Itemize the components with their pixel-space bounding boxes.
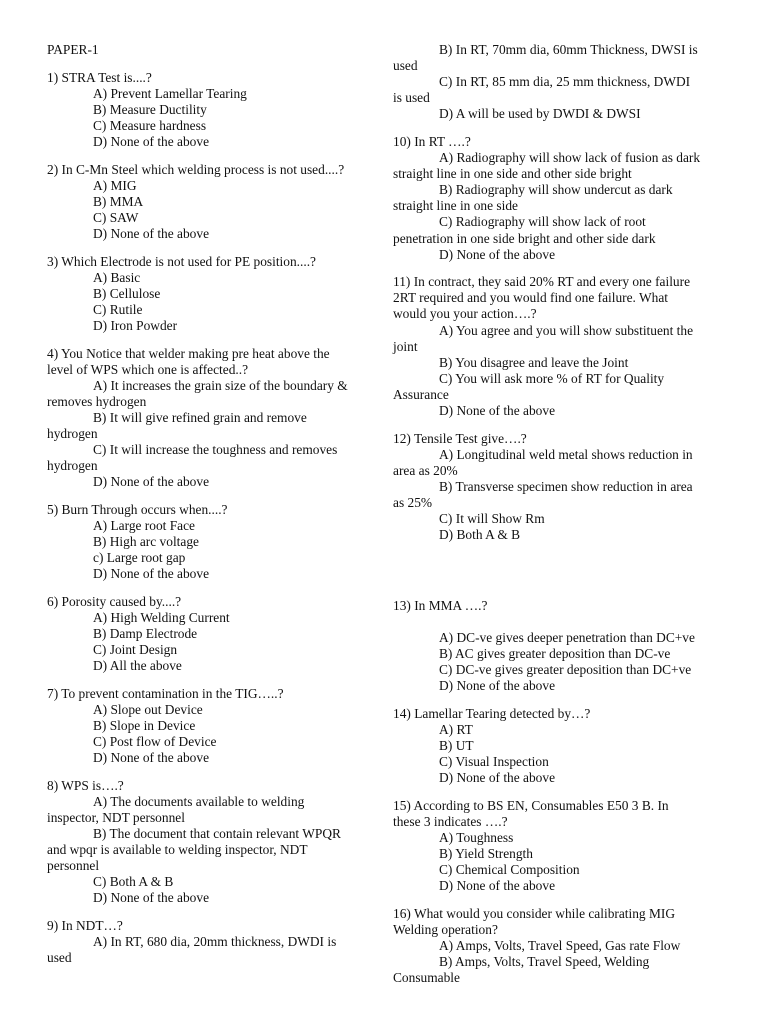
question-text: these 3 indicates ….? (393, 813, 508, 829)
answer-option: B) Transverse specimen show reduction in area (439, 478, 693, 494)
answer-option: A) MIG (93, 177, 137, 193)
answer-option: A) You agree and you will show substituent the (439, 322, 694, 338)
answer-option: straight line in one side and other side bright (393, 166, 632, 182)
answer-option: D) None of the above (93, 474, 210, 490)
answer-option: C) Radiography will show lack of root (439, 214, 646, 230)
answer-option: B) Yield Strength (439, 846, 533, 862)
answer-option: as 25% (393, 494, 433, 510)
answer-option: D) A will be used by DWDI & DWSI (439, 106, 641, 122)
answer-option: A) In RT, 680 dia, 20mm thickness, DWDI is (93, 934, 337, 950)
question-text: 14) Lamellar Tearing detected by…? (393, 705, 591, 721)
question-block (47, 918, 383, 966)
question-text: 15) According to BS EN, Consumables E50 3 B. In (393, 797, 669, 813)
answer-option: inspector, NDT personnel (47, 809, 185, 825)
answer-option: C) Measure hardness (93, 117, 207, 133)
answer-option: A) DC-ve gives deeper penetration than DC+ve (439, 629, 695, 645)
answer-option: D) None of the above (439, 770, 556, 786)
answer-option: A) Basic (93, 269, 141, 285)
answer-option: C) It will Show Rm (439, 511, 545, 527)
answer-option: A) Slope out Device (93, 701, 203, 717)
answer-option: C) DC-ve gives greater deposition than DC+ve (439, 662, 692, 678)
answer-option: hydrogen (47, 458, 98, 474)
answer-option: D) None of the above (93, 750, 210, 766)
question-text: would you your action….? (393, 306, 537, 322)
answer-option: D) None of the above (439, 402, 556, 418)
answer-option: A) RT (439, 721, 473, 737)
answer-option: C) You will ask more % of RT for Quality (439, 370, 665, 386)
answer-option: area as 20% (393, 462, 458, 478)
answer-option: D) None of the above (93, 225, 210, 241)
answer-option: A) Toughness (439, 829, 514, 845)
question-block (47, 686, 383, 766)
answer-option: C) In RT, 85 mm dia, 25 mm thickness, DWDI (439, 74, 691, 90)
question-block (393, 598, 729, 695)
question-block (47, 162, 383, 242)
question-text: 2) In C-Mn Steel which welding process is not used....? (47, 161, 345, 177)
question-text: level of WPS which one is affected..? (47, 361, 249, 377)
answer-option: joint (393, 338, 418, 354)
answer-option: C) Joint Design (93, 642, 178, 658)
answer-option: c) Large root gap (93, 550, 186, 566)
answer-option: D) Iron Powder (93, 317, 178, 333)
question-text: 2RT required and you would find one failure. What (393, 290, 668, 306)
question-text: Welding operation? (393, 921, 498, 937)
answer-option: straight line in one side (393, 198, 518, 214)
question-text: 13) In MMA ….? (393, 597, 488, 613)
question-block (393, 42, 729, 122)
answer-option: A) Amps, Volts, Travel Speed, Gas rate Flow (439, 938, 681, 953)
answer-option: hydrogen (47, 425, 98, 441)
answer-option: C) SAW (93, 209, 139, 225)
question-block (393, 706, 729, 786)
answer-option: D) None of the above (439, 878, 556, 894)
answer-option: removes hydrogen (47, 393, 147, 409)
question-block (47, 502, 383, 582)
question-text: 5) Burn Through occurs when....? (47, 501, 228, 517)
question-text: 6) Porosity caused by....? (47, 593, 182, 609)
answer-option: B) Radiography will show undercut as dark (439, 182, 673, 198)
answer-option: D) None of the above (439, 678, 556, 694)
question-text: 3) Which Electrode is not used for PE position....? (47, 253, 317, 269)
question-block (393, 431, 729, 544)
answer-option: D) Both A & B (439, 527, 521, 543)
answer-option: and wpqr is available to welding inspector, NDT (47, 842, 308, 858)
answer-option: B) In RT, 70mm dia, 60mm Thickness, DWSI is (439, 42, 698, 57)
question-text: 7) To prevent contamination in the TIG…..? (47, 685, 284, 701)
answer-option: C) Post flow of Device (93, 734, 217, 750)
answer-option: D) None of the above (93, 133, 210, 149)
answer-option: A) The documents available to welding (93, 793, 305, 809)
answer-option: B) Slope in Device (93, 717, 196, 733)
answer-option: used (393, 58, 418, 74)
answer-option: penetration in one side bright and other side dark (393, 230, 656, 246)
question-block (393, 906, 729, 986)
answer-option: C) Chemical Composition (439, 862, 580, 878)
answer-option: D) All the above (93, 658, 182, 674)
right-column (393, 0, 729, 986)
answer-option: C) Rutile (93, 301, 143, 317)
answer-option: B) MMA (93, 193, 144, 209)
answer-option: D) None of the above (93, 566, 210, 582)
answer-option: A) It increases the grain size of the boundary & (93, 377, 348, 393)
question-block (47, 70, 383, 150)
question-text: 4) You Notice that welder making pre heat above the (47, 345, 330, 361)
question-text: 16) What would you consider while calibrating MIG (393, 905, 676, 921)
answer-option: C) Both A & B (93, 874, 174, 890)
question-block (47, 594, 383, 674)
question-text: 9) In NDT…? (47, 918, 123, 933)
paper-title: PAPER-1 (47, 42, 99, 57)
question-block (393, 798, 729, 895)
question-text: 1) STRA Test is....? (47, 69, 152, 85)
answer-option: C) It will increase the toughness and removes (93, 442, 338, 458)
answer-option: used (47, 950, 72, 966)
answer-option: B) Cellulose (93, 285, 161, 301)
answer-option: B) Measure Ductility (93, 101, 207, 117)
answer-option: A) Prevent Lamellar Tearing (93, 85, 247, 101)
answer-option: B) Damp Electrode (93, 626, 198, 641)
answer-option: Assurance (393, 386, 449, 402)
question-text: 8) WPS is….? (47, 777, 124, 793)
question-text: 12) Tensile Test give….? (393, 430, 527, 446)
answer-option: A) High Welding Current (93, 609, 230, 625)
answer-option: D) None of the above (93, 890, 210, 906)
question-text: 11) In contract, they said 20% RT and every one failure (393, 274, 691, 290)
question-block (47, 778, 383, 907)
question-block (393, 274, 729, 419)
answer-option: B) AC gives greater deposition than DC-ve (439, 646, 671, 661)
question-block (47, 346, 383, 491)
answer-option: Consumable (393, 970, 460, 986)
answer-option: B) You disagree and leave the Joint (439, 354, 629, 370)
answer-option: A) Radiography will show lack of fusion as dark (439, 150, 701, 166)
answer-option: personnel (47, 858, 100, 874)
left-column (47, 0, 383, 966)
question-block (393, 134, 729, 263)
answer-option: B) High arc voltage (93, 534, 199, 550)
answer-option: B) Amps, Volts, Travel Speed, Welding (439, 954, 650, 970)
answer-option: B) UT (439, 737, 474, 753)
answer-option: is used (393, 90, 430, 106)
answer-option: D) None of the above (439, 246, 556, 262)
answer-option: B) The document that contain relevant WPQR (93, 826, 341, 842)
question-text: 10) In RT ….? (393, 133, 471, 149)
answer-option: C) Visual Inspection (439, 754, 549, 770)
question-block (47, 254, 383, 334)
answer-option: A) Large root Face (93, 517, 195, 533)
answer-option: B) It will give refined grain and remove (93, 409, 307, 425)
answer-option: A) Longitudinal weld metal shows reduction in (439, 446, 693, 462)
